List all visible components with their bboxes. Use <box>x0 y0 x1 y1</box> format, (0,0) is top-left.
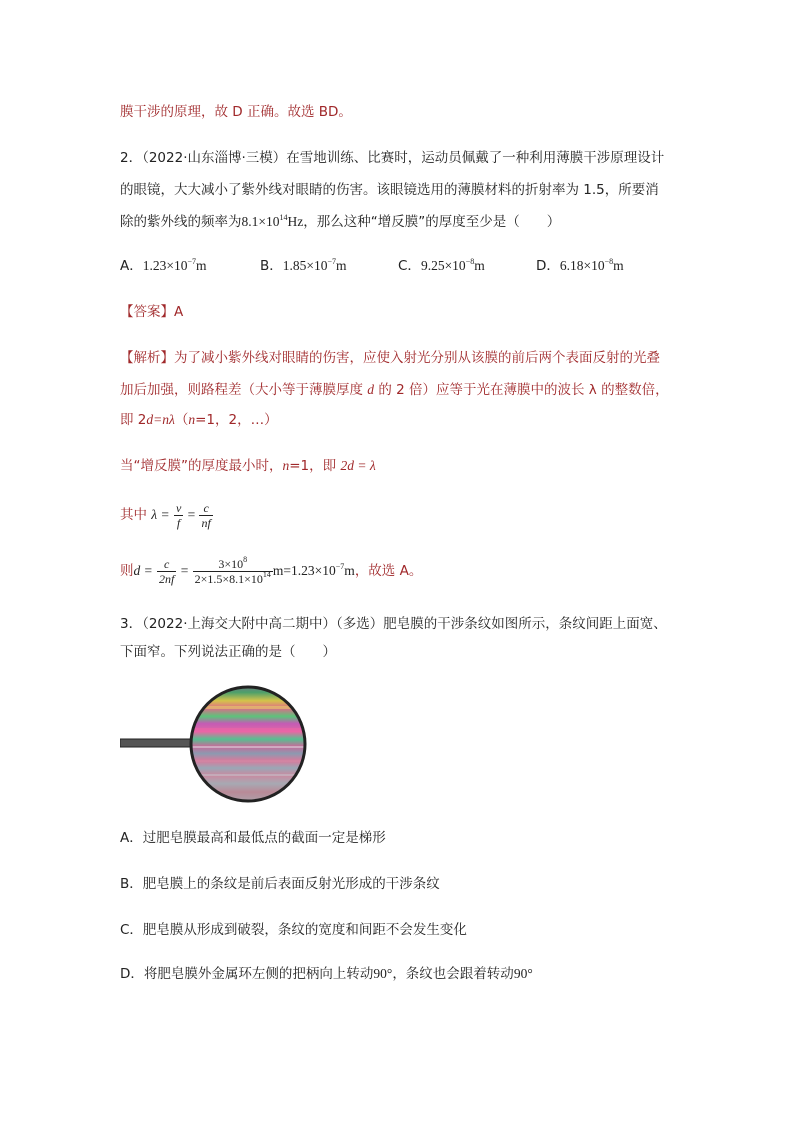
q2-option-b[interactable]: B．$1.85\times 10^{-7}m$ <box>260 257 347 274</box>
analysis-tag: 【解析】 <box>120 350 174 366</box>
q3-line-1: 3．（2022·上海交大附中高二期中）（多选）肥皂膜的干涉条纹如图所示，条纹间距上面宽、 <box>120 616 667 632</box>
q2-line-3 <box>120 212 560 232</box>
q2-option-c[interactable]: C．$9.25\times 10^{-8}m$ <box>398 257 485 274</box>
fraction-v-over-f: $\frac{v}{f}$ <box>175 500 182 530</box>
q2-line-2: 的眼镜，大大减小了紫外线对眼睛的伤害。该眼镜选用的薄膜材料的折射率为 1.5，所要消 <box>120 182 659 198</box>
q2-option-a[interactable]: A．$1.23\times 10^{-7}m$ <box>120 257 207 274</box>
soap-film-image <box>120 684 310 804</box>
q2-analysis-3: 即 2d=nλ（n=1，2，…） <box>120 412 278 428</box>
q2-analysis-5: 其中 λ = $\frac{v}{f}$ = $\frac{c}{nf}$ <box>120 500 211 530</box>
fraction-numeric: $\frac{3\times 10^8}{2\times 1.5\times 8.1\times 10^{14}}$ <box>194 554 271 586</box>
q2-option-d[interactable]: D．$6.18\times 10^{-8}m$ <box>536 257 624 274</box>
q3-option-b[interactable]: B．肥皂膜上的条纹是前后表面反射光形成的干涉条纹 <box>120 876 440 892</box>
q2-analysis-6: 则d = $\frac{c}{2nf}$ = $\frac{3\times 10^8}{2\times 1.5\times 8.1\times 10^{14}}$ $m=1.23\times 10^{-7}m$，故选 A。 <box>120 554 423 586</box>
q3-option-a[interactable]: A．过肥皂膜最高和最低点的截面一定是梯形 <box>120 830 386 846</box>
q2-line-1 <box>120 148 664 168</box>
q3-source: （2022·上海交大附中高二期中） <box>142 616 336 632</box>
q2-text-3b: ，那么这种“增反膜”的厚度至少是（ ） <box>303 214 561 230</box>
q2-frequency: $8.1\times 10^{14}Hz$ <box>241 213 304 229</box>
answer-tag: 【答案】 <box>120 304 174 320</box>
q2-source: （2022·山东淄博·三模） <box>142 150 287 166</box>
q2-analysis-1: 【解析】为了减小紫外线对眼睛的伤害，应使入射光分别从该膜的前后两个表面反射的光叠 <box>120 350 660 366</box>
q2-options <box>120 256 680 276</box>
answer-value: A <box>174 304 184 320</box>
soap-film-figure <box>120 684 310 804</box>
q3-option-c[interactable]: C．肥皂膜从形成到破裂，条纹的宽度和间距不会发生变化 <box>120 922 467 938</box>
q2-analysis-4: 当“增反膜”的厚度最小时，n=1，即 2d = λ <box>120 458 376 474</box>
fraction-c-over-nf: $\frac{c}{nf}$ <box>201 500 211 530</box>
q2-number: 2． <box>120 150 143 166</box>
q2-answer <box>120 302 183 322</box>
q2-analysis-2: 加后加强，则路程差（大小等于薄膜厚度 d 的 2 倍）应等于光在薄膜中的波长 λ 的整数倍， <box>120 382 669 398</box>
q3-number: 3． <box>120 616 143 632</box>
q3-multi-tag: （多选） <box>336 616 384 632</box>
q2-text-1: 在雪地训练、比赛时，运动员佩戴了一种利用薄膜干涉原理设计 <box>286 150 665 166</box>
fraction-c-over-2nf: $\frac{c}{2nf}$ <box>159 556 175 586</box>
handle <box>120 739 192 747</box>
q3-option-d[interactable]: D．将肥皂膜外金属环左侧的把柄向上转动90°，条纹也会跟着转动90° <box>120 966 533 982</box>
previous-answer-tail: 膜干涉的原理，故 D 正确。故选 BD。 <box>120 104 352 120</box>
q2-text-3a: 除的紫外线的频率为 <box>120 214 242 230</box>
q3-line-2: 下面窄。下列说法正确的是（ ） <box>120 644 336 660</box>
